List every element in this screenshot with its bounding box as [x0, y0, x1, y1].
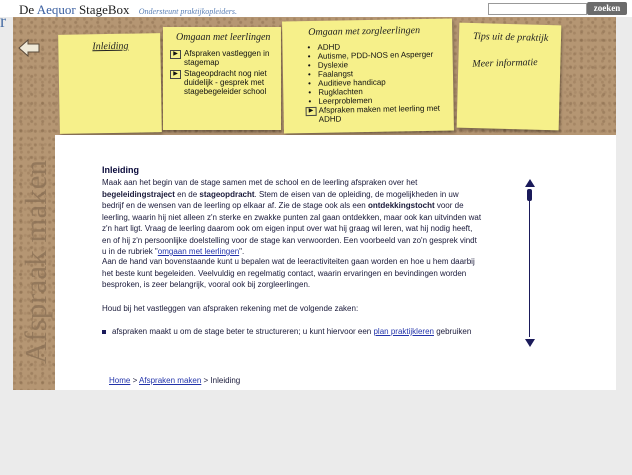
- text-run: en de: [174, 189, 200, 199]
- scroll-down-arrow-icon[interactable]: [525, 339, 535, 347]
- note-zorgleerlingen-title[interactable]: Omgaan met zorgleerlingen: [308, 25, 421, 39]
- content-bullet-item: [102, 326, 482, 337]
- content-paragraph-1: [102, 177, 482, 258]
- brand-logo[interactable]: [19, 2, 237, 18]
- list-item-label: Autisme, PDD-NOS en Asperger: [317, 49, 434, 61]
- brand-tagline: Ondersteunt praktijkopleiders.: [138, 7, 237, 16]
- content-panel: [55, 135, 616, 390]
- note-tips-title[interactable]: Tips uit de praktijk: [472, 31, 549, 45]
- arrow-right-icon: ▶: [306, 107, 317, 116]
- breadcrumb-section-link[interactable]: Afspraken maken: [139, 376, 202, 385]
- note-tips-uit-de-praktijk: [457, 23, 562, 131]
- brand-prefix: De: [19, 2, 37, 17]
- bullet-dot-icon: •: [307, 61, 311, 71]
- arrow-right-icon: ▶: [170, 50, 181, 59]
- vertical-page-title-text: Afspraak maken: [18, 160, 53, 364]
- vertical-page-title: [16, 147, 56, 377]
- breadcrumb-current: Inleiding: [210, 376, 241, 385]
- list-item-label: Auditieve handicap: [318, 77, 386, 88]
- list-item-label: Stageopdracht nog niet duidelijk - gesprek met stagebegeleider school: [184, 69, 267, 96]
- bullet-dot-icon: •: [307, 43, 311, 53]
- breadcrumb: [109, 376, 240, 385]
- brand-suffix: StageBox: [75, 2, 130, 17]
- list-item[interactable]: [307, 104, 452, 125]
- scrollbar-track[interactable]: [529, 189, 530, 337]
- scroll-up-arrow-icon[interactable]: [525, 179, 535, 187]
- text-run: Maak aan het begin van de stage samen met de school en de leerling afspraken over het: [102, 178, 418, 187]
- text-run: ".: [239, 247, 245, 256]
- bullet-dot-icon: •: [307, 52, 311, 62]
- list-item-label: Leerproblemen: [318, 95, 373, 106]
- text-run: gebruiken: [433, 327, 472, 336]
- top-bar: [0, 0, 632, 17]
- note-omgaan-met-zorgleerlingen: [282, 19, 454, 134]
- list-item[interactable]: [170, 49, 278, 67]
- breadcrumb-home-link[interactable]: Home: [109, 376, 131, 385]
- brand-aequor: Aequor: [36, 2, 76, 17]
- bold-begeleidingstraject: begeleidingstraject: [102, 189, 175, 199]
- breadcrumb-separator: >: [130, 376, 140, 385]
- note-leerlingen-title[interactable]: Omgaan met leerlingen: [176, 32, 271, 43]
- note-inleiding[interactable]: [58, 33, 162, 134]
- note-leerlingen-list: [170, 49, 278, 98]
- list-item-label: Dyslexie: [317, 60, 349, 70]
- back-arrow-icon[interactable]: [18, 39, 40, 57]
- scrollbar[interactable]: [525, 179, 535, 347]
- content-title: Inleiding: [102, 165, 139, 175]
- list-item-label: Afspraken vastleggen in stagemap: [184, 49, 270, 67]
- content-paragraph-2: Aan de hand van bovenstaande kunt u bepalen wat de leeractiviteiten gaan worden en hoe u hem daarbij het beste kunt begeleiden. Veelvuldig en regelmatig contact, waarin ervaringen en bevindingen worden besproken, is zeer belangrijk, vooral ook bij zorgleerlingen.: [102, 257, 475, 289]
- note-meer-informatie-title[interactable]: Meer informatie: [472, 57, 538, 70]
- note-omgaan-met-leerlingen: [163, 27, 281, 130]
- text-run: voor de leerling, waarin hij niet alleen z'n sterke en zwakke punten zal gaan ontdekken, maar ook kan uitvinden wat z'n hart ligt. Vraag de leerling daarom ook om eigen input over wat hij graag wil leren, wat hij nodig heeft, en of hij z'n persoonlijke doelstelling voor de stage kan verwoorden. Een voorbeeld van zo'n gesprek vindt u in de rubriek ": [102, 201, 482, 256]
- text-run: . Stem de eisen van de opleiding, de mogelijkheden in uw bedrijf en de wensen van de leerling op elkaar af. Zie de stage ook als een: [102, 189, 459, 210]
- list-item-label: ADHD: [317, 42, 341, 52]
- content-paragraph-3: Houd bij het vastleggen van afspraken rekening met de volgende zaken:: [102, 304, 359, 313]
- search-input[interactable]: [488, 3, 587, 15]
- note-zorgleerlingen-list: [305, 41, 451, 125]
- list-item-label: Faalangst: [317, 69, 354, 79]
- link-omgaan-met-leerlingen[interactable]: omgaan met leerlingen: [157, 247, 240, 256]
- bold-ontdekkingstocht: ontdekkingstocht: [367, 201, 435, 210]
- bold-stageopdracht: stageopdracht: [199, 189, 255, 199]
- square-bullet-icon: [102, 330, 106, 334]
- link-plan-praktijkleren[interactable]: plan praktijkleren: [373, 327, 434, 336]
- list-item-label: Afspraken maken met leerling met ADHD: [318, 103, 441, 124]
- note-inleiding-title[interactable]: Inleiding: [92, 40, 129, 53]
- search-button[interactable]: zoeken: [587, 2, 627, 15]
- list-item-label: Rugklachten: [318, 87, 363, 97]
- scrollbar-thumb[interactable]: [527, 189, 532, 201]
- list-item[interactable]: [170, 69, 278, 96]
- arrow-right-icon: ▶: [170, 70, 181, 79]
- bullet-dot-icon: •: [308, 87, 312, 98]
- text-run: afspraken maakt u om de stage beter te structureren; u kunt hiervoor een: [112, 327, 374, 336]
- bullet-dot-icon: •: [307, 69, 311, 80]
- breadcrumb-separator: >: [201, 376, 211, 385]
- bullet-dot-icon: •: [308, 96, 312, 107]
- edge-glyph: r: [0, 11, 6, 31]
- bullet-dot-icon: •: [308, 78, 312, 89]
